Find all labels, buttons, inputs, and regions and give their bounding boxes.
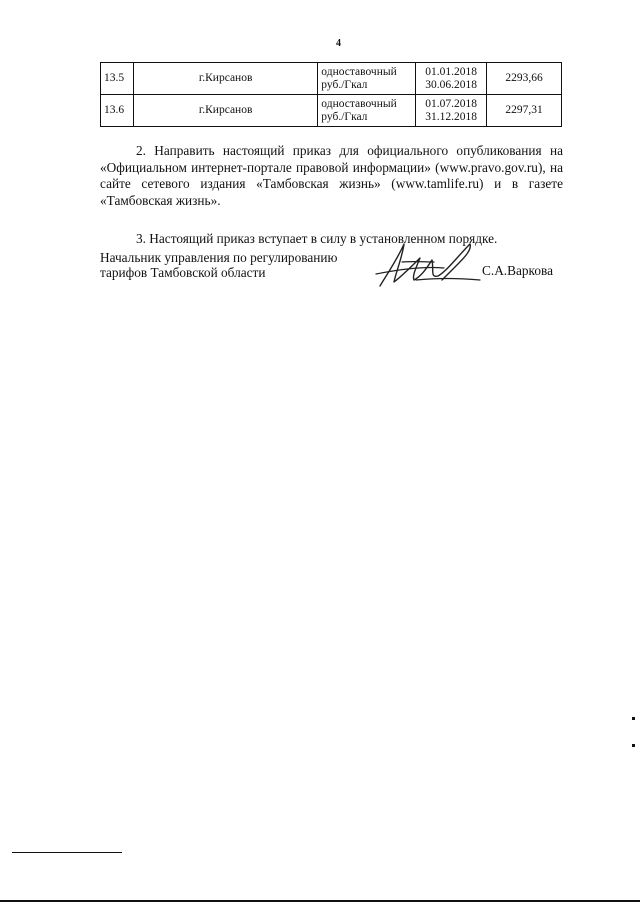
tariff-type-label: одноставочный xyxy=(321,65,397,78)
row-place: г.Кирсанов xyxy=(133,63,317,95)
paragraph-publication: 2. Направить настоящий приказ для официального опубликования на «Официальном интернет-портале правовой информации» (www.pravo.gov.ru), на сайте сетевого издания «Тамбовская жизнь» (www.tamlife.ru) и в газете «Тамбовская жизнь». xyxy=(100,143,563,208)
tariff-type-label: одноставочный xyxy=(321,97,397,110)
handwritten-signature xyxy=(372,236,482,290)
row-tariff-type xyxy=(318,95,416,127)
tariff-table xyxy=(100,62,562,127)
scan-mark xyxy=(632,744,635,747)
period-to: 30.06.2018 xyxy=(425,78,478,91)
period-from: 01.07.2018 xyxy=(425,97,478,110)
signatory-title-line2: тарифов Тамбовской области xyxy=(100,265,266,280)
row-value: 2297,31 xyxy=(487,95,562,127)
scan-edge xyxy=(0,900,640,902)
row-place: г.Кирсанов xyxy=(133,95,317,127)
table-row xyxy=(101,63,562,95)
signatory-title-line1: Начальник управления по регулированию xyxy=(100,250,338,265)
signatory-title xyxy=(100,250,380,280)
scan-mark xyxy=(632,717,635,720)
tariff-unit-label: руб./Гкал xyxy=(321,78,368,91)
row-number: 13.6 xyxy=(101,95,134,127)
period-from: 01.01.2018 xyxy=(425,65,478,78)
paragraph-effective: 3. Настоящий приказ вступает в силу в установленном порядке. xyxy=(136,231,498,246)
row-number: 13.5 xyxy=(101,63,134,95)
row-period xyxy=(416,63,487,95)
table-row xyxy=(101,95,562,127)
tariff-unit-label: руб./Гкал xyxy=(321,110,368,123)
row-value: 2293,66 xyxy=(487,63,562,95)
row-tariff-type xyxy=(318,63,416,95)
footnote-rule xyxy=(12,852,122,853)
signatory-name: С.А.Варкова xyxy=(482,263,553,278)
period-to: 31.12.2018 xyxy=(425,110,478,123)
row-period xyxy=(416,95,487,127)
page-number: 4 xyxy=(336,38,341,49)
